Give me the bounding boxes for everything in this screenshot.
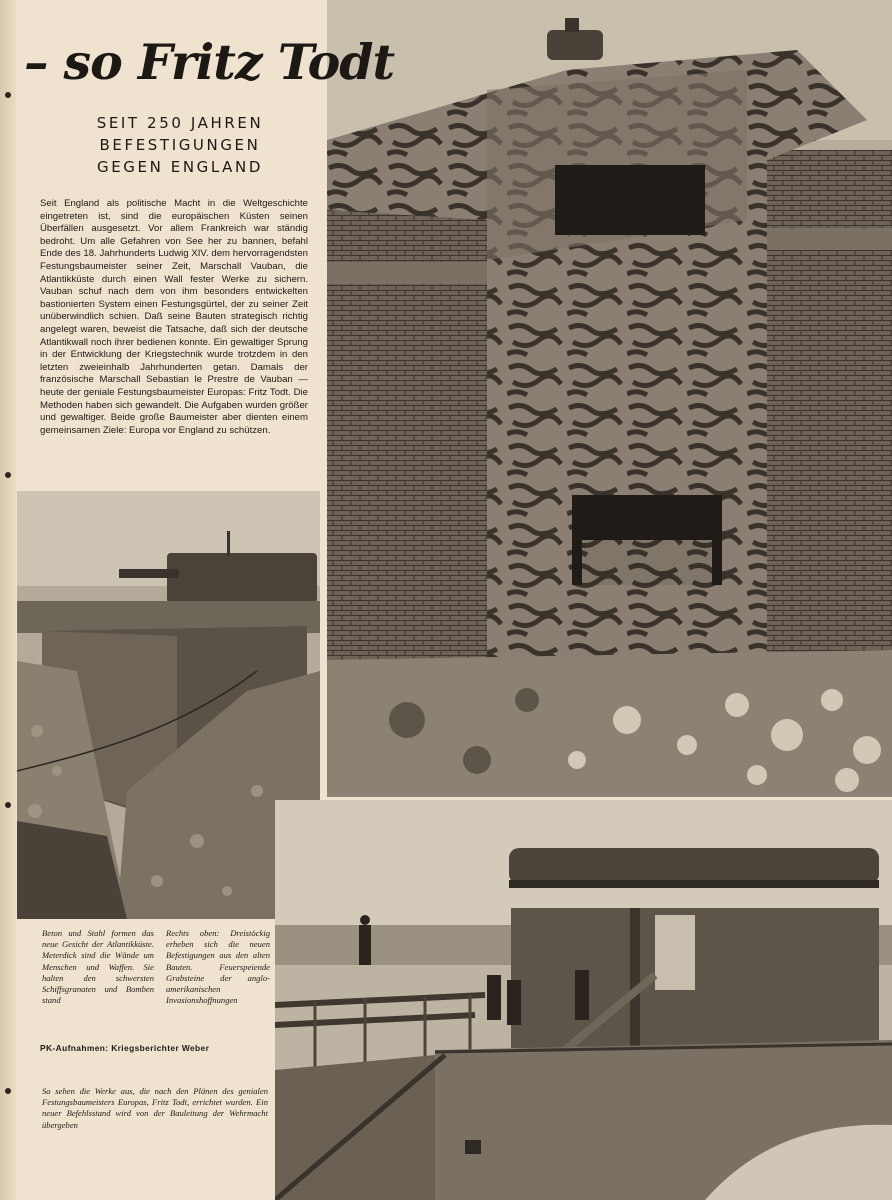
photo-credit: PK-Aufnahmen: Kriegsberichter Weber: [40, 1043, 210, 1053]
caption-bottom: So sehen die Werke aus, die nach den Plänen des genialen Festungsbaumeisters Europas, Fritz Todt, errichtet wurden. Ein neuer Befehlsstand wird von der Bauleitung der Wehrmacht übergeben: [42, 1086, 268, 1130]
photo-bunker-fortress: [327, 0, 892, 797]
article-subhead: SEIT 250 JAHREN BEFESTIGUNGEN GEGEN ENGLAND: [96, 114, 264, 176]
binding-hole: [5, 1088, 11, 1094]
article-body: Seit England als politische Macht in die Weltgeschichte eingetreten ist, sind die europäischen Küsten seinen Überfällen ausgesetzt. Vor allem Frankreich war ständig bedroht. Um alle Gefahren von See her zu bannen, befahl Ende des 18. Jahrhunderts Ludwig XIV. dem hervorragendsten Festungsbaumeister seiner Zeit, Marschall Vauban, die Atlantikküste durch einen Wall fester Werke zu sichern. Vauban schuf nach dem von ihm besonders entwickelten bastionierten System einen Festungsgürtel, der zu seiner Zeit unüberwindlich schien. Daß seine Bauten strategisch richtig angelegt waren, beweist die Tatsache, daß sich der deutsche Atlantikwall noch ihrer bedienen konnte. Ein gewaltiger Sprung in der Entwicklung der Kriegstechnik wurde trotzdem in den letzten zweieinhalb Jahrhunderten getan. Damals der französische Marschall Sebastian le Prestre de Vauban — heute der geniale Festungsbaumeister Europas: Fritz Todt. Die Methoden haben sich gewandelt. Die Aufgaben wurden größer und gewaltiger. Beide große Baumeister aber dienten einem gemeinsamen Ziele: Europa vor England zu schützen.: [40, 198, 308, 436]
caption-right: Rechts oben: Dreistöckig erheben sich die neuen Befestigungen aus den alten Bauten. Feuerspeiende Grabsteine der anglo-amerikanischen Invasionshoffnungen: [166, 928, 270, 1006]
photo-command-post: [275, 800, 892, 1200]
article-headline: – so Fritz Todt: [24, 33, 395, 91]
caption-left: Beton und Stahl formen das neue Gesicht der Atlantikküste. Meterdick sind die Wände um Menschen und Waffen. Sie halten den schwersten Schiffsgranaten und Bomben stand: [42, 928, 154, 1006]
binding-hole: [5, 472, 11, 478]
binding-hole: [5, 802, 11, 808]
binding-hole: [5, 92, 11, 98]
binding-edge: [0, 0, 16, 1200]
